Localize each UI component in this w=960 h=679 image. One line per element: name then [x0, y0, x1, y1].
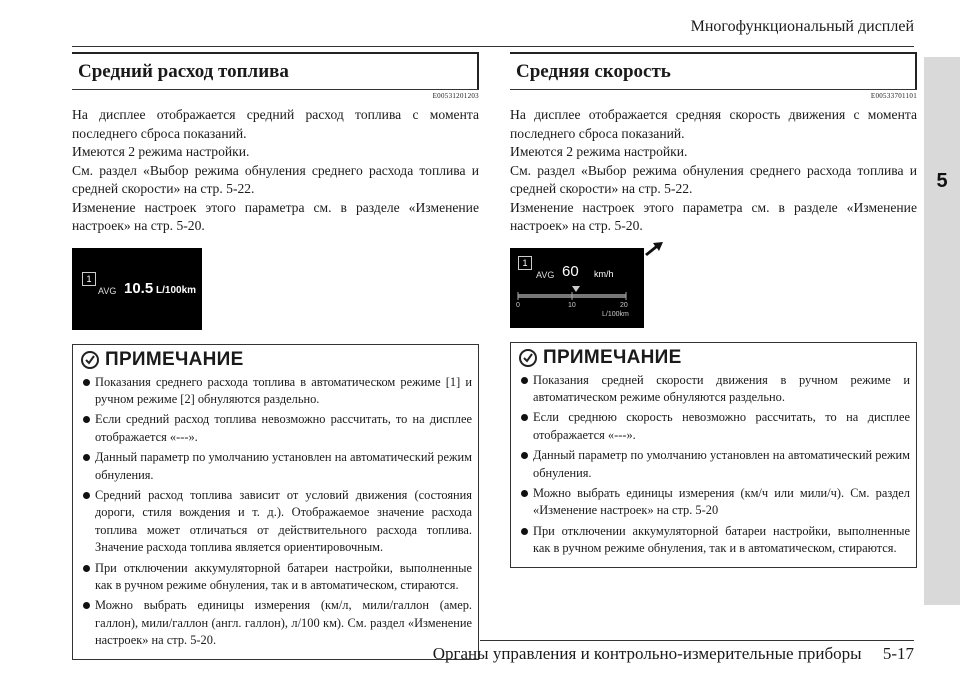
note-heading-text: ПРИМЕЧАНИЕ [543, 346, 682, 368]
paragraph: На дисплее отображается средняя скорость движения с момента последнего сброса показаний. [510, 107, 917, 141]
paragraph: На дисплее отображается средний расход топлива с момента последнего сброса показаний. [72, 107, 479, 141]
avg-fuel-value: 10.5 [124, 279, 154, 297]
list-item: При отключении аккумуляторной батареи настройки, выполненные как в ручном режиме обнуления, так и в автоматическом, стираются. [519, 523, 910, 558]
list-item: Средний расход топлива зависит от условий движения (состояния дороги, стиля вождения и т. д.). Отображаемое значение расхода топлива может отличаться от действительного расхода топлива. Значение расхода топлива является ориентировочным. [81, 487, 472, 557]
list-item: Если средний расход топлива невозможно рассчитать, то на дисплее отображается «---». [81, 411, 472, 446]
avg-speed-value: 60 [562, 262, 579, 280]
note-box [510, 342, 917, 568]
avg-label: AVG [98, 285, 117, 296]
note-check-icon [519, 349, 537, 367]
paragraph: Изменение настроек этого параметра см. в разделе «Изменение настроек» на стр. 5-20. [510, 199, 917, 233]
scale-tick-label: 0 [516, 301, 520, 309]
fuel-display-image [72, 248, 202, 330]
section-code: E00533701101 [870, 92, 917, 100]
paragraph: Изменение настроек этого параметра см. в разделе «Изменение настроек» на стр. 5-20. [72, 199, 479, 233]
section-title: Средняя скорость [510, 52, 917, 89]
list-item: Данный параметр по умолчанию установлен на автоматический режим обнуления. [81, 449, 472, 484]
note-list [519, 372, 910, 558]
note-box [72, 344, 479, 660]
scale-unit: L/100km [602, 310, 629, 318]
section-body [510, 106, 917, 236]
section-rule [72, 89, 479, 90]
list-item: При отключении аккумуляторной батареи настройки, выполненные как в ручном режиме обнуления, так и в автоматическом, стираются. [81, 560, 472, 595]
pointer-arrow-icon [643, 240, 665, 256]
paragraph: Имеются 2 режима настройки. [510, 144, 688, 159]
scale-tick-label: 10 [568, 301, 576, 309]
list-item: Данный параметр по умолчанию установлен на автоматический режим обнуления. [519, 447, 910, 482]
average-speed-section [510, 52, 917, 568]
note-list [81, 374, 472, 650]
fuel-consumption-section [72, 52, 479, 660]
footer-rule [480, 640, 914, 641]
avg-label: AVG [536, 269, 555, 280]
fuel-unit: L/100km [156, 284, 197, 296]
mode-badge: 1 [82, 272, 96, 286]
list-item: Можно выбрать единицы измерения (км/ч или мили/ч). См. раздел «Изменение настроек» на стр. 5-20 [519, 485, 910, 520]
speed-unit: km/h [594, 268, 614, 279]
page-header-title: Многофункциональный дисплей [690, 18, 914, 35]
paragraph: См. раздел «Выбор режима обнуления среднего расхода топлива и средней скорости» на стр. 5-22. [510, 162, 917, 196]
list-item: Можно выбрать единицы измерения (км/л, мили/галлон (амер. галлон), мили/галлон (англ. галлон), л/100 км). См. раздел «Изменение настроек» на стр. 5-20. [81, 597, 472, 649]
page-footer: Органы управления и контрольно-измерительные приборы 5-17 [432, 644, 914, 663]
note-heading-text: ПРИМЕЧАНИЕ [105, 348, 244, 370]
section-body [72, 106, 479, 236]
list-item: Показания среднего расхода топлива в автоматическом режиме [1] и ручном режиме [2] обнуляются раздельно. [81, 374, 472, 409]
section-title: Средний расход топлива [72, 52, 479, 89]
note-check-icon [81, 351, 99, 369]
section-code: E00531201203 [432, 92, 479, 100]
header-rule [72, 46, 914, 47]
list-item: Если среднюю скорость невозможно рассчитать, то на дисплее отображается «---». [519, 409, 910, 444]
paragraph: Имеются 2 режима настройки. [72, 144, 250, 159]
chapter-number: 5 [936, 170, 948, 192]
speed-display-image [510, 248, 644, 328]
note-heading [81, 345, 472, 374]
list-item: Показания средней скорости движения в ручном режиме и автоматическом режиме обнуляются раздельно. [519, 372, 910, 407]
section-rule [510, 89, 917, 90]
note-heading [519, 343, 910, 372]
chapter-tab [924, 57, 960, 605]
scale-tick-label: 20 [620, 301, 628, 309]
mode-badge: 1 [518, 256, 532, 270]
paragraph: См. раздел «Выбор режима обнуления среднего расхода топлива и средней скорости» на стр. 5-22. [72, 162, 479, 196]
